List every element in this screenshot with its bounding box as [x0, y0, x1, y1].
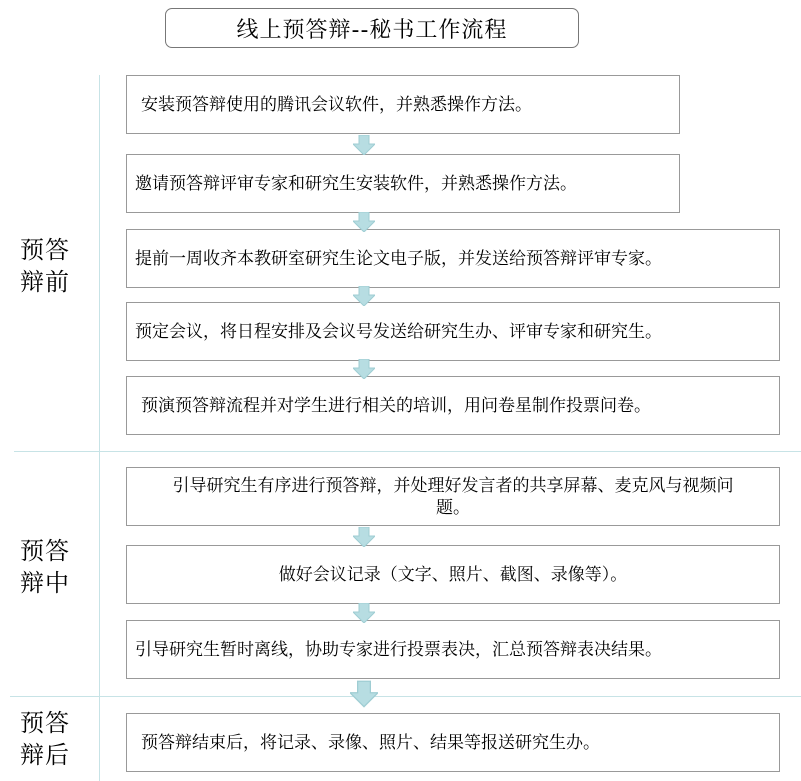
phase-label-before-line1: 预答: [20, 236, 70, 264]
phase-label-before-line2: 辩前: [20, 268, 70, 296]
step-text-2: 邀请预答辩评审专家和研究生安装软件，并熟悉操作方法。: [135, 173, 577, 194]
step-text-9: 预答辩结束后，将记录、录像、照片、结果等报送研究生办。: [141, 732, 600, 753]
phase-divider-vertical-3: [99, 696, 100, 781]
step-text-6: 引导研究生有序进行预答辩，并处理好发言者的共享屏幕、麦克风与视频问题。: [172, 475, 734, 518]
step-box-2: [126, 154, 680, 213]
diagram-title: 线上预答辩--秘书工作流程: [165, 8, 579, 48]
phase-label-during: [20, 535, 90, 599]
down-arrow-icon: [353, 527, 375, 547]
down-arrow-icon: [353, 359, 375, 379]
phase-label-during-line2: 辩中: [20, 569, 70, 597]
step-box-6: [126, 467, 780, 526]
down-arrow-icon: [353, 212, 375, 232]
phase-divider-horizontal-2: [10, 696, 801, 697]
down-arrow-icon: [350, 680, 378, 708]
down-arrow-icon: [353, 603, 375, 623]
step-text-3: 提前一周收齐本教研室研究生论文电子版，并发送给预答辩评审专家。: [135, 248, 662, 269]
step-text-4: 预定会议，将日程安排及会议号发送给研究生办、评审专家和研究生。: [135, 321, 662, 342]
step-box-1: [126, 75, 680, 134]
down-arrow-icon: [353, 286, 375, 306]
phase-label-after: [20, 707, 90, 771]
phase-label-during-line1: 预答: [20, 537, 70, 565]
phase-divider-vertical-2: [99, 451, 100, 696]
step-box-8: [126, 620, 780, 679]
step-text-1: 安装预答辩使用的腾讯会议软件，并熟悉操作方法。: [141, 94, 532, 115]
step-box-5: [126, 376, 780, 435]
step-box-9: [126, 713, 780, 772]
step-box-4: [126, 302, 780, 361]
step-box-7: [126, 545, 780, 604]
phase-label-before: [20, 234, 90, 298]
phase-divider-vertical-1: [99, 75, 100, 451]
down-arrow-icon: [353, 135, 375, 155]
phase-label-after-line2: 辩后: [20, 741, 70, 769]
step-text-8: 引导研究生暂时离线，协助专家进行投票表决，汇总预答辩表决结果。: [135, 639, 662, 660]
step-text-7: 做好会议记录（文字、照片、截图、录像等）。: [278, 564, 628, 585]
step-box-3: [126, 229, 780, 288]
step-text-5: 预演预答辩流程并对学生进行相关的培训，用问卷星制作投票问卷。: [141, 395, 651, 416]
phase-label-after-line1: 预答: [20, 709, 70, 737]
phase-divider-horizontal-1: [14, 451, 801, 452]
